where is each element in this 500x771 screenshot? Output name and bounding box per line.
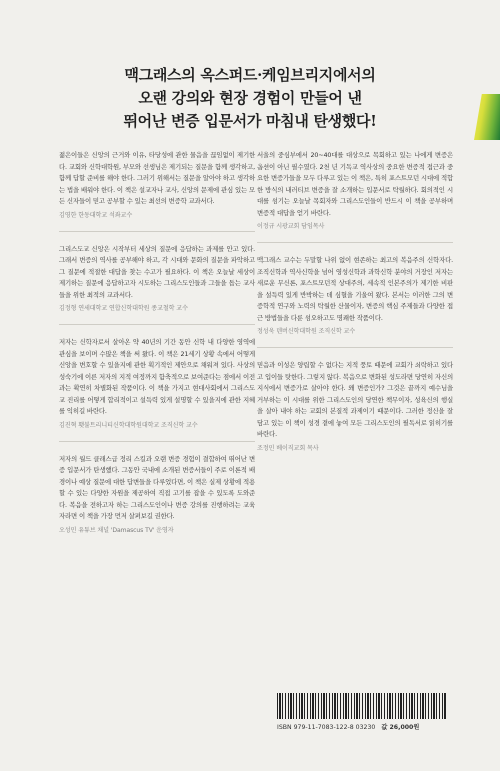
right-review-column (257, 150, 453, 464)
headline-line-1: 맥그래스의 옥스퍼드·케임브리지에서의 (124, 66, 376, 84)
review-author: 김정형 연세대학교 연합신학대학원 종교철학 교수 (59, 305, 188, 312)
isbn-line (277, 722, 419, 731)
review-text: 저자는 신학자로서 살아온 약 40년의 기간 동안 신학 내 다양한 영역에 관심을 보이며 수많은 책을 써 왔다. 이 책은 21세기 상황 속에서 어떻게 신앙을 변호할 수 있을지에 관한 획기적인 제안으로 채워져 있다. 사상의 성숙기에 이른 저자의 지적 여정까지 함축적으로 보여준다는 점에서 이전과는 확연히 차별화된 작품이다. 이 책을 가지고 현대사회에서 그리스도교 진리를 어떻게 합리적이고 설득력 있게 설명할 수 있을지에 관한 지혜를 익히길 바란다. (59, 338, 255, 415)
review-text: 그리스도교 신앙은 시작부터 세상의 질문에 응답하는 과제를 안고 있다. 그래서 변증의 역사를 공부해야 하고, 각 시대와 문화의 질문을 파악하고 그 질문에 적절한 대답을 찾는 수고가 필요하다. 이 책은 오늘날 세상이 제기하는 질문에 응답하고자 시도하는 그리스도인들과 그들을 돕는 교사들을 위한 최적의 교과서다. (59, 244, 255, 299)
review-author: 김진혁 횃불트리니티신학대학원대학교 조직신학 교수 (59, 421, 198, 429)
review-block (59, 454, 255, 534)
review-author: 이정규 시광교회 담임목사 (257, 223, 325, 230)
divider (59, 441, 255, 442)
review-author: 오성민 유튜브 채널 'Damascus TV' 운영자 (59, 526, 174, 534)
review-text: 맥그래스 교수는 두말할 나위 없이 현존하는 최고의 복음주의 신학자다. 조직신학과 역사신학을 넘어 영성신학과 과학신학 분야의 거장인 저자는 새로운 무신론, 포스트모던적 상대주의, 세속적 인본주의가 제기한 비판을 설득력 있게 반박하는 데 심혈을 기울여 왔다. 본서는 이러한 그의 변증학적 연구와 노력의 탁월한 산물이자, 변증의 핵심 주제들과 다양한 접근 방법들을 다룬 섬오하고도 명쾌한 작품이다. (257, 256, 453, 322)
divider (257, 347, 453, 348)
isbn-number: ISBN 979-11-7083-122-8 03230 (277, 724, 376, 731)
review-text: 믿음과 이성은 양립할 수 없다는 지적 풍토 때문에 교회가 쇠락하고 있다고 입이들 탓한다. 그렇지 않다. 복음으로 변화된 성도라면 당연히 자신의 지식에서 변증가로 살아야 한다. 왜 변증인가? 그것은 끝까지 예수님을 거부하는 이 시대를 위한 그리스도인의 당연한 책무이자, 성육신의 행실을 살아 내야 하는 교회의 본질적 과제이기 때문이다. 그러한 정신을 잘 담고 있는 이 책이 성경 곁에 놓여 모든 그리스도인의 필독서로 읽히기를 바란다. (257, 361, 453, 438)
headline (0, 64, 500, 133)
headline-line-3: 뛰어난 변증 입문서가 마침내 탄생했다! (123, 112, 377, 130)
review-text: 서울의 중심부에서 20~40대를 대상으로 목회하고 있는 나에게 변증은 옵션이 아닌 필수였다. 2천 년 기독교 역사상의 중요한 변증적 접근과 중요한 변증가들을 모두 다루고 있는 이 책은, 특히 포스트모던 시대에 적합한 방식의 내러티브 변증을 잘 소개하는 입문서로 탁월하다. 회의적인 시대를 섬기는 오늘날 목회자와 그리스도인들이 반드시 이 책을 공부하며 변증적 대답을 얻기 바란다. (257, 151, 453, 217)
headline-line-2: 오랜 강의와 현장 경험이 만들어 낸 (138, 89, 362, 107)
left-review-column (59, 150, 255, 546)
review-block (257, 255, 453, 335)
review-block (257, 360, 453, 452)
review-author: 조정민 베이직교회 목사 (257, 444, 319, 452)
review-author: 정성욱 덴버신학대학원 조직신학 교수 (257, 328, 356, 335)
isbn-barcode (277, 693, 447, 719)
divider (59, 324, 255, 325)
barcode-area (277, 693, 447, 733)
review-text: 저자의 월드 클래스급 정리 스킬과 오랜 변증 경험이 결합하여 뛰어난 변증 입문서가 탄생했다. 그동안 국내에 소개된 변증서들이 주로 이론적 배경이나 예상 질문에 대한 답변들을 다루었다면, 이 책은 실제 상황에 적용할 수 있는 다양한 자원을 제공하여 직접 고기를 잡을 수 있도록 도와준다. 복음을 전하고자 하는 그리스도인이나 변증 강의를 진행하려는 교육자라면 이 책을 가장 먼저 살펴보길 권한다. (59, 454, 255, 520)
review-block (59, 150, 255, 219)
divider (59, 231, 255, 232)
review-block (59, 244, 255, 313)
review-block (59, 337, 255, 429)
divider (257, 242, 453, 243)
review-block (257, 150, 453, 230)
price-label: 값 26,000원 (381, 724, 420, 731)
review-author: 김영한 한동대학교 석좌교수 (59, 211, 133, 219)
review-text: 젊은이들은 신앙의 근거와 이유, 타당성에 관한 물음을 끊임없이 제기한다. 교회와 신학대학원, 부모와 선생님은 제기되는 질문을 함께 생각하고, 함께 답할 준비를 해야 한다. 그러기 위해서는 질문을 알아야 하고 생각하는 법을 배워야 한다. 이 책은 설교자나 교사, 신앙의 문제에 관심 있는 모든 신자들이 믿고 공부할 수 있는 최선의 변증학 교과서다. (59, 151, 255, 205)
